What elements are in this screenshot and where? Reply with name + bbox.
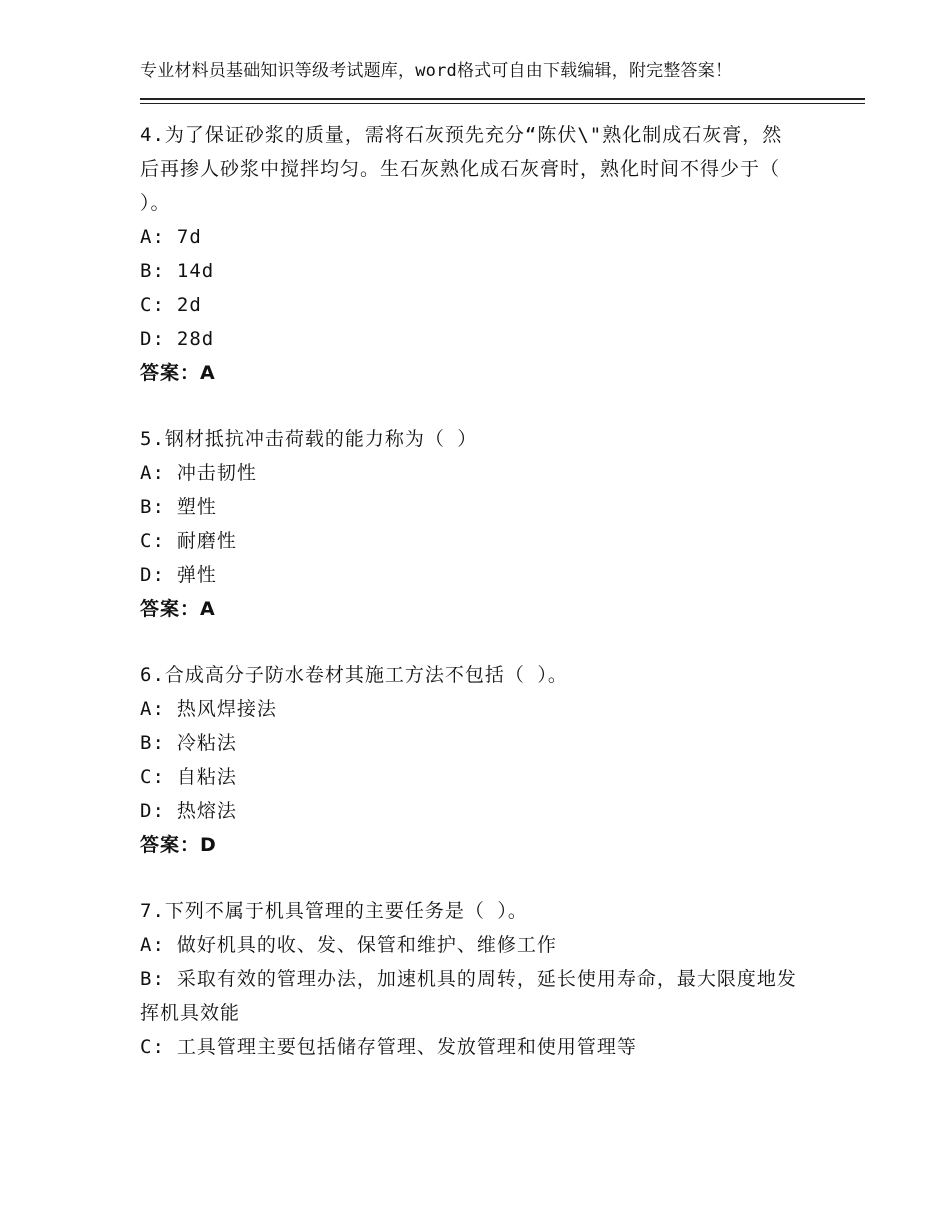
answer-line: 答案：A [140, 598, 216, 620]
answer-line: 答案：A [140, 362, 216, 384]
option-label: B: [140, 260, 165, 282]
option-c [140, 524, 840, 558]
option-text: 自粘法 [176, 766, 237, 788]
option-b [140, 490, 840, 524]
option-label: D: [140, 800, 165, 822]
option-b [140, 726, 840, 760]
option-text: 7d [176, 226, 202, 248]
question-7 [140, 894, 840, 1064]
option-text: 弹性 [176, 564, 217, 586]
option-label: B: [140, 496, 165, 518]
option-text: 冷粘法 [176, 732, 237, 754]
option-b [140, 962, 810, 1030]
question-text: 7.下列不属于机具管理的主要任务是（ ）。 [140, 900, 528, 922]
option-a [140, 928, 840, 962]
option-a [140, 692, 840, 726]
option-label: A: [140, 698, 165, 720]
option-c [140, 760, 840, 794]
header-rule-thick [140, 98, 865, 100]
option-label: B: [140, 732, 165, 754]
question-5 [140, 422, 840, 626]
option-label: D: [140, 328, 165, 350]
option-label: C: [140, 766, 165, 788]
option-text: 28d [176, 328, 215, 350]
option-text: 工具管理主要包括储存管理、发放管理和使用管理等 [176, 1036, 637, 1058]
option-c [140, 1030, 840, 1064]
option-b [140, 254, 840, 288]
option-label: C: [140, 530, 165, 552]
answer-line: 答案：D [140, 834, 217, 856]
option-label: C: [140, 294, 165, 316]
option-d [140, 322, 840, 356]
option-text: 塑性 [176, 496, 217, 518]
question-text: 6.合成高分子防水卷材其施工方法不包括（ ）。 [140, 664, 568, 686]
document-header: 专业材料员基础知识等级考试题库，word格式可自由下载编辑，附完整答案！ [140, 61, 733, 81]
option-c [140, 288, 840, 322]
option-label: C: [140, 1036, 165, 1058]
option-a [140, 220, 840, 254]
option-a [140, 456, 840, 490]
question-6 [140, 658, 840, 862]
option-d [140, 558, 840, 592]
option-text: 14d [176, 260, 215, 282]
option-text: 采取有效的管理办法，加速机具的周转，延长使用寿命，最大限度地发挥机具效能 [140, 968, 797, 1024]
header-rule-thin [140, 103, 865, 104]
option-label: A: [140, 462, 165, 484]
option-label: A: [140, 226, 165, 248]
option-d [140, 794, 840, 828]
question-text: 5.钢材抵抗冲击荷载的能力称为（ ） [140, 428, 478, 450]
option-label: B: [140, 968, 165, 990]
question-4 [140, 118, 840, 390]
question-list [140, 118, 840, 1096]
option-text: 热风焊接法 [176, 698, 277, 720]
option-text: 做好机具的收、发、保管和维护、维修工作 [176, 934, 557, 956]
question-text: 4.为了保证砂浆的质量，需将石灰预先充分“陈伏\"熟化制成石灰膏，然后再掺人砂浆中搅拌均匀。生石灰熟化成石灰膏时，熟化时间不得少于（ ）。 [140, 124, 783, 214]
option-text: 冲击韧性 [176, 462, 257, 484]
option-text: 2d [176, 294, 202, 316]
option-text: 耐磨性 [176, 530, 237, 552]
option-label: D: [140, 564, 165, 586]
option-text: 热熔法 [176, 800, 237, 822]
option-label: A: [140, 934, 165, 956]
